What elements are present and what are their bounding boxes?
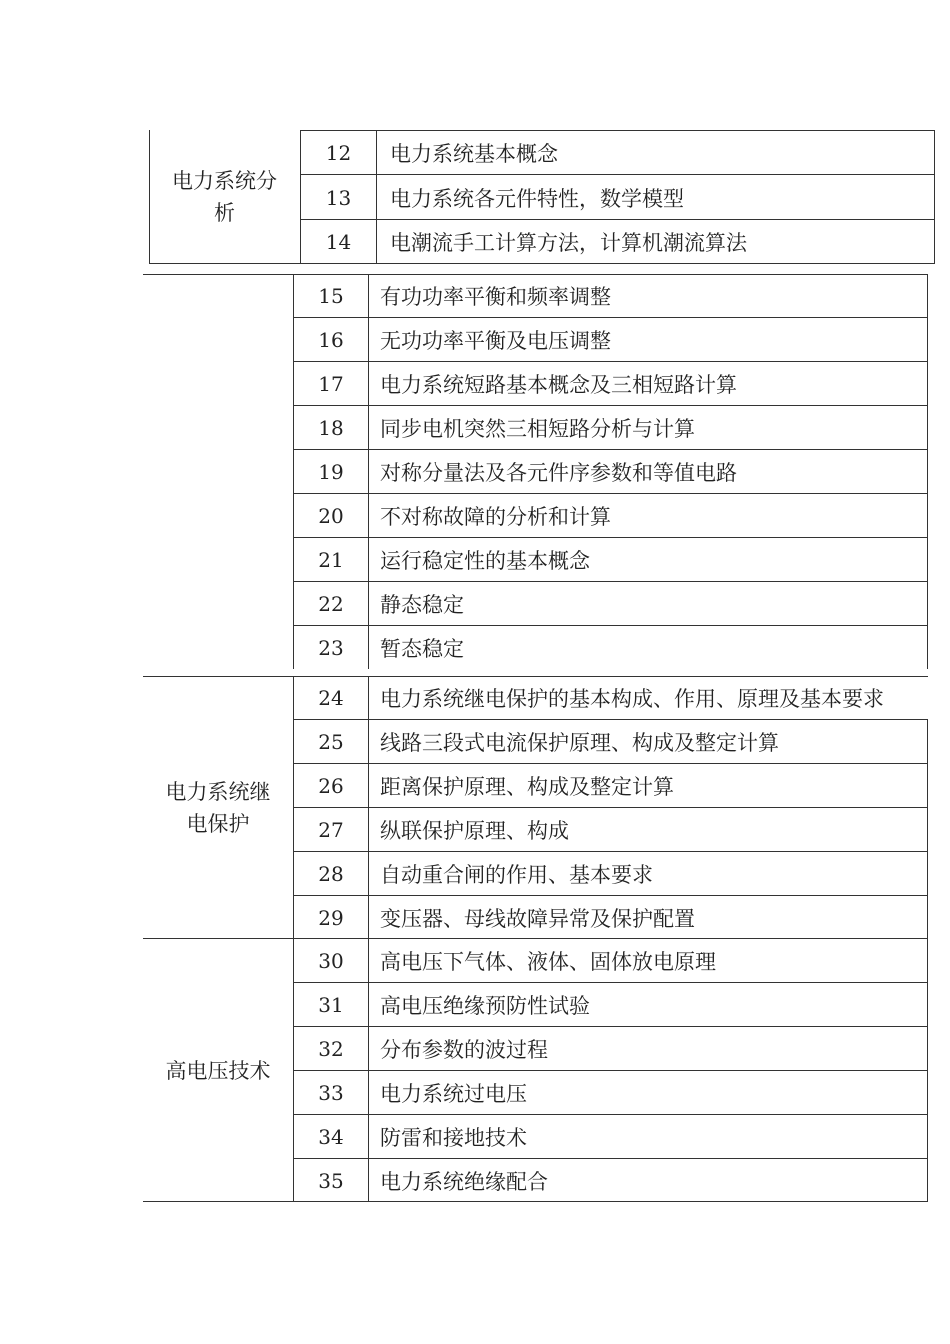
table-row bbox=[294, 808, 928, 852]
table-row bbox=[301, 175, 935, 220]
category-cell bbox=[143, 939, 293, 1202]
row-number: 30 bbox=[318, 949, 344, 973]
row-topic: 防雷和接地技术 bbox=[380, 1126, 527, 1150]
table-row bbox=[294, 676, 928, 720]
table-section-relay-protection bbox=[143, 676, 928, 939]
row-topic: 无功功率平衡及电压调整 bbox=[380, 329, 611, 353]
table-row bbox=[294, 406, 928, 450]
table-row bbox=[294, 852, 928, 896]
row-topic: 电潮流手工计算方法，计算机潮流算法 bbox=[390, 231, 747, 255]
row-topic: 对称分量法及各元件序参数和等值电路 bbox=[380, 461, 737, 485]
category-label: 高电压技术 bbox=[165, 1058, 271, 1083]
row-number: 23 bbox=[318, 636, 344, 660]
table-section-continued bbox=[143, 274, 928, 669]
table-row bbox=[294, 362, 928, 406]
row-topic: 电力系统继电保护的基本构成、作用、原理及基本要求 bbox=[380, 687, 884, 711]
row-topic: 电力系统各元件特性，数学模型 bbox=[390, 186, 684, 211]
row-topic: 运行稳定性的基本概念 bbox=[380, 549, 590, 573]
row-number: 17 bbox=[318, 372, 344, 396]
row-number: 20 bbox=[318, 504, 344, 528]
row-number: 22 bbox=[318, 592, 344, 616]
table-row bbox=[294, 1159, 928, 1203]
table-row bbox=[294, 1027, 928, 1071]
row-number: 28 bbox=[318, 862, 344, 886]
row-number: 27 bbox=[318, 818, 344, 842]
row-number: 15 bbox=[318, 284, 344, 308]
table-row bbox=[294, 318, 928, 362]
row-topic: 电力系统基本概念 bbox=[390, 141, 558, 166]
table-row bbox=[294, 582, 928, 626]
row-number: 12 bbox=[325, 140, 352, 165]
table-row bbox=[294, 494, 928, 538]
row-topic: 纵联保护原理、构成 bbox=[380, 819, 569, 843]
table-section-power-system-analysis bbox=[149, 130, 935, 264]
row-number: 25 bbox=[318, 730, 344, 754]
row-number: 13 bbox=[325, 185, 352, 210]
row-topic: 同步电机突然三相短路分析与计算 bbox=[380, 417, 695, 441]
row-number: 32 bbox=[318, 1037, 344, 1061]
table-section-high-voltage bbox=[143, 939, 928, 1202]
row-number: 14 bbox=[325, 230, 352, 254]
table-row bbox=[294, 764, 928, 808]
row-topic: 距离保护原理、构成及整定计算 bbox=[380, 775, 674, 799]
row-number: 26 bbox=[318, 774, 344, 798]
table-row bbox=[301, 220, 935, 264]
row-topic: 变压器、母线故障异常及保护配置 bbox=[380, 907, 695, 931]
row-topic: 静态稳定 bbox=[380, 593, 464, 617]
table-row bbox=[294, 1115, 928, 1159]
table-row bbox=[294, 896, 928, 940]
row-topic: 高电压下气体、液体、固体放电原理 bbox=[380, 950, 716, 974]
table-row bbox=[294, 274, 928, 318]
row-number: 35 bbox=[318, 1169, 344, 1193]
row-number: 33 bbox=[318, 1081, 344, 1105]
category-label: 电力系统继电保护 bbox=[165, 779, 271, 836]
row-number: 31 bbox=[318, 993, 344, 1017]
row-number: 19 bbox=[318, 460, 344, 484]
category-cell bbox=[149, 130, 300, 264]
row-topic: 电力系统短路基本概念及三相短路计算 bbox=[380, 373, 737, 397]
row-number: 18 bbox=[318, 416, 344, 440]
row-topic: 线路三段式电流保护原理、构成及整定计算 bbox=[380, 731, 779, 755]
row-topic: 暂态稳定 bbox=[380, 637, 464, 661]
row-topic: 电力系统绝缘配合 bbox=[380, 1170, 548, 1194]
row-number: 16 bbox=[318, 328, 344, 352]
row-topic: 不对称故障的分析和计算 bbox=[380, 505, 611, 529]
row-topic: 分布参数的波过程 bbox=[380, 1038, 548, 1062]
row-number: 24 bbox=[318, 686, 344, 710]
row-topic: 电力系统过电压 bbox=[380, 1082, 527, 1106]
row-number: 21 bbox=[318, 548, 344, 572]
table-row bbox=[301, 130, 935, 175]
table-row bbox=[294, 626, 928, 670]
row-number: 29 bbox=[318, 906, 344, 930]
table-row bbox=[294, 983, 928, 1027]
category-cell bbox=[143, 274, 293, 669]
table-row bbox=[294, 1071, 928, 1115]
row-topic: 有功功率平衡和频率调整 bbox=[380, 285, 611, 309]
row-topic: 高电压绝缘预防性试验 bbox=[380, 994, 590, 1018]
category-label: 电力系统分析 bbox=[172, 169, 277, 225]
table-row bbox=[294, 538, 928, 582]
row-number: 34 bbox=[318, 1125, 344, 1149]
table-row bbox=[294, 720, 928, 764]
category-cell bbox=[143, 676, 293, 939]
row-topic: 自动重合闸的作用、基本要求 bbox=[380, 863, 653, 887]
table-row bbox=[294, 939, 928, 983]
table-row bbox=[294, 450, 928, 494]
